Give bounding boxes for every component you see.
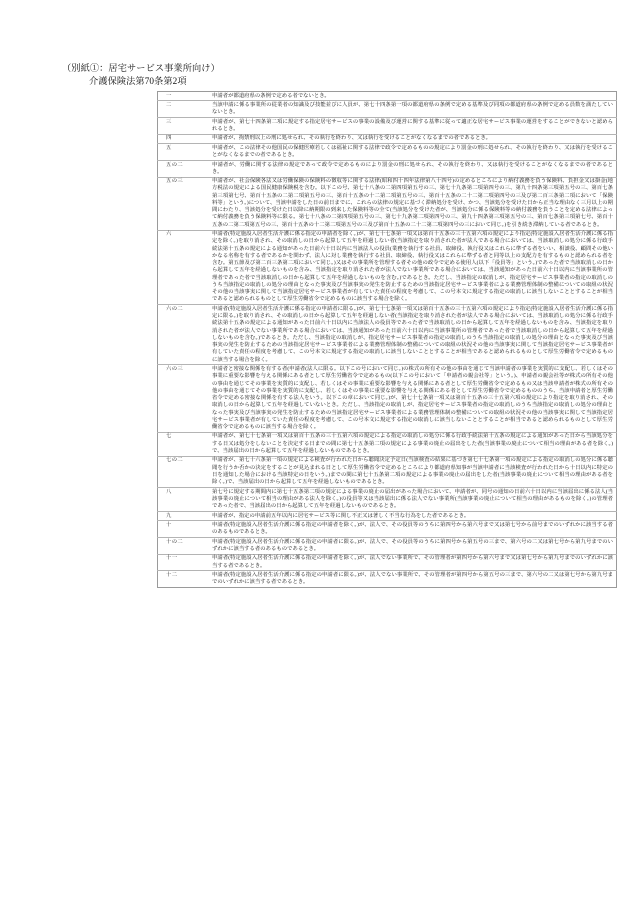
provision-text: 第七号に規定する期間内に第七十五条第二項の規定による事業の廃止の届出があった場合において、申請者が、同号の通知の日前六十日以内に当該届出に係る法人(当該事業の廃止について相当の理由がある法人を除く。)の役員等又は当該届出に係る法人でない事業所(当該事業の廃止について相当の理由があるものを除く。)の管理者であった者で、当該届出の日から起算して五年を経過しないものであるとき。 [212, 488, 613, 510]
provision-text: 申請者(特定施設入居者生活介護に係る指定の申請者を除く。)が、法人でない事業所で、その管理者が第四号から第六号まで又は第七号から第九号までのいずれかに該当する者であるとき。 [212, 555, 613, 569]
provision-text: 申請者が、労働に関する法律の規定であって政令で定めるものにより罰金の刑に処せられ、その執行を終わり、又は執行を受けることがなくなるまでの者であるとき。 [212, 161, 613, 175]
table-row [158, 432, 617, 456]
document-header [0, 0, 630, 88]
provision-number: 七の二 [166, 457, 184, 464]
provision-number: 五 [166, 144, 172, 151]
table-row [158, 365, 617, 432]
provision-number: 二 [166, 102, 172, 109]
provision-number: 六 [166, 231, 172, 238]
provision-text: 申請者が、第七十四条第二項に規定する指定居宅サービスの事業の設備及び運営に関する基準に従って適正な居宅サービス事業の運営をすることができないと認められるとき。 [212, 118, 613, 132]
provision-text: 申請者(特定施設入居者生活介護に係る指定の申請者に限る。)が、法人でない事業所で、その管理者が第四号から第五号の三まで、第六号の二又は第七号から第九号までのいずれかに該当する者であるとき。 [212, 572, 613, 586]
table-row [158, 230, 617, 305]
provision-text: 申請者が、第七十六条第一項の規定による検査が行われた日から聴聞決定予定日(当該検査の結果に基づき第七十七条第一項の規定による指定の取消しの処分に係る聴聞を行うか否かの決定をすることが見込まれる日として厚生労働省令で定めるところにより都道府県知事が当該申請者に当該検査が行われた日から十日以内に特定の日を通知した場合における当該特定の日をいう。)までの間に第七十五条第二項の規定による事業の廃止の届出をした者(当該事業の廃止について相当の理由がある者を除く。)で、当該届出の日から起算して五年を経過しないものであるとき。 [212, 457, 613, 486]
table-row [158, 538, 617, 555]
provisions-table [157, 91, 617, 588]
provision-number: 七 [166, 433, 172, 440]
provision-text: 当該申請に係る事業所の従業者の知識及び技能並びに人員が、第七十四条第一項の都道府県の条例で定める基準及び同項の都道府県の条例で定める員数を満たしていないとき。 [212, 102, 613, 116]
table-row [158, 456, 617, 487]
page-subtitle: 介護保険法第70条第2項 [89, 76, 187, 86]
table-row [158, 488, 617, 512]
provision-number: 十二 [166, 572, 178, 579]
provision-number: 十一 [166, 555, 178, 562]
provision-number: 六の二 [166, 305, 184, 312]
provision-number: 五の二 [166, 161, 184, 168]
table-row [158, 118, 617, 135]
provision-text: 申請者(特定施設入居者生活介護に係る指定の申請者に限る。)が、第七十七条第一項又は第百十五条の三十五第六項の規定により指定(特定施設入居者生活介護に係る指定に限る。)を取り消され、その取消しの日から起算して五年を経過しない者(当該指定を取り消された者が法人である場合においては、当該取消しの処分に係る行政手続法第十五条の規定による通知があった日前六十日以内に当該法人の役員等であった者で当該取消しの日から起算して五年を経過しないものを含み、当該指定を取り消された者が法人でない事業所である場合においては、当該通知があった日前六十日以内に当該事業所の管理者であった者で当該取消しの日から起算して五年を経過しないものを含む。)であるとき。ただし、当該指定の取消しが、指定居宅サービス事業者の指定の取消しのうち当該指定の取消しの処分の理由となった事実及び当該事実の発生を防止するための当該指定居宅サービス事業者による業務管理体制の整備についての取組の状況その他の当該事実に関して当該指定居宅サービス事業者が有していた責任の程度を考慮して、この号本文に規定する指定の取消しに該当しないこととすることが相当であると認められるものとして厚生労働省令で定めるものに該当する場合を除く。 [212, 305, 614, 363]
provision-text: 申請者(特定施設入居者生活介護に係る指定の申請者を除く。)が、第七十七条第一項又は第百十五条の三十五第六項の規定により指定(特定施設入居者生活介護に係る指定を除く。)を取り消され、その取消しの日から起算して五年を経過しない者(当該指定を取り消された者が法人である場合においては、当該取消しの処分に係る行政手続法第十五条の規定による通知があった日前六十日以内に当該法人の役員(業務を執行する社員、取締役、執行役又はこれらに準ずる者をいい、相談役、顧問その他いかなる名称を有する者であるかを問わず、法人に対し業務を執行する社員、取締役、執行役又はこれらに準ずる者と同等以上の支配力を有するものと認められる者を含む。第五節及び第二百三条第二項において同じ。)又はその事業所を管理する者その他の政令で定める使用人(以下「役員等」という。)であった者で当該取消しの日から起算して五年を経過しないものを含み、当該指定を取り消された者が法人でない事業所である場合においては、当該通知があった日前六十日以内に当該事業所の管理者であった者で当該取消しの日から起算して五年を経過しないものを含む。)であるとき。ただし、当該指定の取消しが、指定居宅サービス事業者の指定の取消しのうち当該指定の取消しの処分の理由となった事実及び当該事実の発生を防止するための当該指定居宅サービス事業者による業務管理体制の整備についての取組の状況その他の当該事実に関して当該指定居宅サービス事業者が有していた責任の程度を考慮して、この号本文に規定する指定の取消しに該当しないこととすることが相当であると認められるものとして厚生労働省令で定めるものに該当する場合を除く。 [212, 231, 613, 303]
provision-number: 十 [166, 521, 172, 528]
table-row [158, 511, 617, 520]
provision-number: 四 [166, 135, 172, 142]
provision-number: 六の三 [166, 366, 184, 373]
provision-text: 申請者が、拘禁刑以上の刑に処せられ、その執行を終わり、又は執行を受けることがなくなるまでの者であるとき。 [212, 135, 492, 142]
provision-number: 一 [166, 92, 172, 99]
table-row [158, 101, 617, 118]
table-row [158, 571, 617, 588]
table-row [158, 177, 617, 230]
page-title: （別紙①：居宅サービス事業所向け） [62, 63, 220, 73]
table-row [158, 521, 617, 538]
provision-text: 申請者(特定施設入居者生活介護に係る指定の申請者を除く。)が、法人で、その役員等のうちに第四号から第六号まで又は第七号から前号までのいずれかに該当する者のあるものであるとき。 [212, 521, 613, 536]
provision-text: 申請者と密接な関係を有する者(申請者(法人に限る。以下この号において同じ。)の株式の所有その他の事由を通じて当該申請者の事業を実質的に支配し、若しくはその事業に重要な影響を与える関係にある者として厚生労働省令で定めるもの(以下この号において「申請者の親会社等」という。)、申請者の親会社等が株式の所有その他の事由を通じてその事業を実質的に支配し、若しくはその事業に重要な影響を与える関係にある者として厚生労働省令で定めるもの又は当該申請者が株式の所有その他の事由を通じてその事業を実質的に支配し、若しくはその事業に重要な影響を与える関係にある者として厚生労働省令で定めるもののうち、当該申請者と厚生労働省令で定める密接な関係を有する法人をいう。以下この章において同じ。)が、第七十七条第一項又は第百十五条の三十五第六項の規定により指定を取り消され、その取消しの日から起算して五年を経過していないとき。ただし、当該指定の取消しが、指定居宅サービス事業者の指定の取消しのうち当該指定の取消しの処分の理由となった事実及び当該事実の発生を防止するための当該指定居宅サービス事業者による業務管理体制の整備についての取組の状況その他の当該事実に関して当該指定居宅サービス事業者が有していた責任の程度を考慮して、この号本文に規定する指定の取消しに該当しないこととすることが相当であると認められるものとして厚生労働省令で定めるものに該当する場合を除く。 [212, 366, 613, 431]
table-row [158, 305, 617, 365]
provision-number: 五の三 [166, 178, 184, 185]
provisions-table-body [158, 92, 617, 588]
provision-text: 申請者が、社会保険各法又は労働保険の保険料の徴収等に関する法律(昭和四十四年法律第八十四号)の定めるところにより納付義務を負う保険料、負担金又は掛金(地方税法の規定による国民健康保険税を含む。以下この号、第七十八条の二第四項第五号の三、第七十九条第二項第四号の三、第九十四条第三項第五号の三、第百七条第三項第七号、第百十五条の二第二項第五号の三、第百十五条の十二第二項第五号の三、第百十五条の二十二第二項第四号の三及び第二百三条第二項において「保険料等」という。)について、当該申請をした日の前日までに、これらの法律の規定に基づく滞納処分を受け、かつ、当該処分を受けた日から正当な理由なく三月以上の期間にわたり、当該処分を受けた日以降に納期限の到来した保険料等の全て(当該処分を受けた者が、当該処分に係る保険料等の納付義務を負うことを定める法律によって納付義務を負う保険料等に限る。第七十八条の二第四項第五号の三、第七十九条第二項第四号の三、第九十四条第三項第五号の三、第百七条第三項第七号、第百十五条の二第二項第五号の三、第百十五条の十二第二項第五号の三及び第百十五条の二十二第二項第四号の三において同じ。)を引き続き滞納している者であるとき。 [212, 178, 613, 228]
table-row [158, 144, 617, 161]
provisions-table-wrapper [157, 91, 617, 588]
table-row [158, 134, 617, 143]
provision-text: 申請者が、第七十七条第一項又は第百十五条の三十五第六項の規定による指定の取消しの処分に係る行政手続法第十五条の規定による通知があった日から当該処分をする日又は処分をしないことを決定する日までの間に第七十五条第二項の規定による事業の廃止の届出をした者(当該事業の廃止について相当の理由がある者を除く。)で、当該届出の日から起算して五年を経過しないものであるとき。 [212, 433, 613, 454]
provision-number: 十の二 [166, 538, 184, 545]
provision-text: 申請者(特定施設入居者生活介護に係る指定の申請者に限る。)が、法人で、その役員等のうちに第四号から第五号の三まで、第六号の二又は第七号から第九号までのいずれかに該当する者のあるものであるとき。 [212, 538, 613, 552]
provision-text: 申請者が、指定の申請前五年以内に居宅サービス等に関し不正又は著しく不当な行為をした者であるとき。 [212, 512, 470, 519]
provision-number: 三 [166, 118, 172, 125]
provision-text: 申請者が都道府県の条例で定める者でないとき。 [212, 92, 330, 99]
provision-number: 九 [166, 512, 172, 519]
provision-number: 八 [166, 488, 172, 495]
table-row [158, 160, 617, 177]
provision-text: 申請者が、この法律その他国民の保健医療若しくは福祉に関する法律で政令で定めるものの規定により罰金の刑に処せられ、その執行を終わり、又は執行を受けることがなくなるまでの者であるとき。 [212, 144, 613, 159]
table-row [158, 554, 617, 571]
table-row [158, 92, 617, 101]
